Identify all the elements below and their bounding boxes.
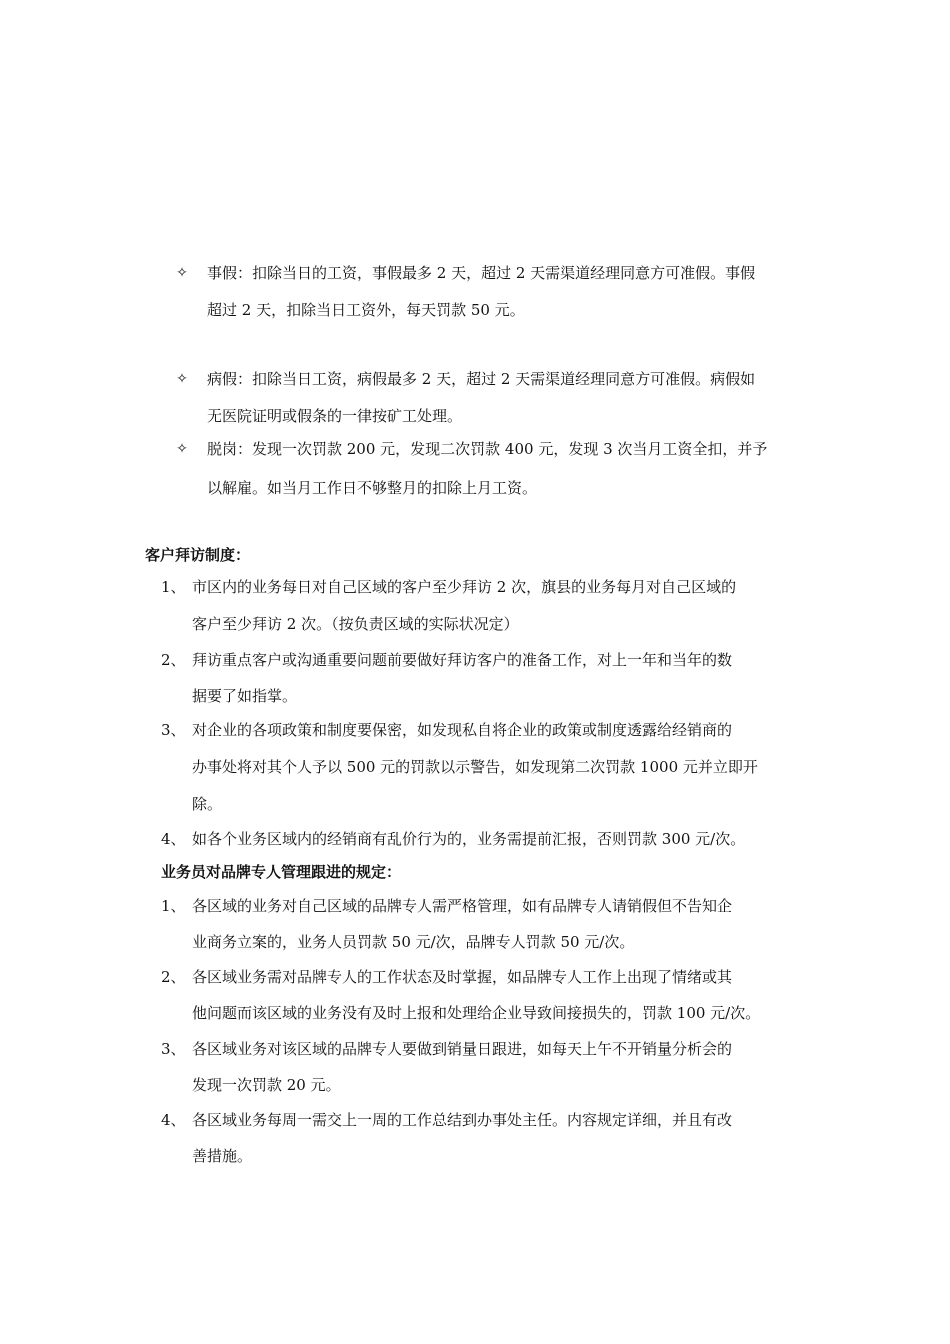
diamond-star-icon: ✧ bbox=[176, 441, 188, 457]
list-item-line: 他问题而该区域的业务没有及时上报和处理给企业导致间接损失的，罚款 100 元/次。 bbox=[192, 1004, 761, 1022]
brand-section-heading: 业务员对品牌专人管理跟进的规定： bbox=[161, 863, 402, 881]
list-item-line: 各区域业务每周一需交上一周的工作总结到办事处主任。内容规定详细，并且有改 bbox=[192, 1111, 733, 1129]
list-item-number: 4、 bbox=[161, 1111, 186, 1129]
list-item-line: 除。 bbox=[192, 795, 223, 813]
leave-rule-line: 事假：扣除当日的工资，事假最多 2 天，超过 2 天需渠道经理同意方可准假。事假 bbox=[207, 264, 756, 282]
leave-rule-line: 无医院证明或假条的一律按矿工处理。 bbox=[207, 407, 463, 425]
leave-rule-line: 超过 2 天，扣除当日工资外，每天罚款 50 元。 bbox=[207, 301, 525, 319]
list-item-line: 办事处将对其个人予以 500 元的罚款以示警告，如发现第二次罚款 1000 元并立即开 bbox=[192, 758, 758, 776]
list-item-number: 2、 bbox=[161, 968, 186, 986]
diamond-star-icon: ✧ bbox=[176, 371, 188, 387]
list-item-line: 拜访重点客户或沟通重要问题前要做好拜访客户的准备工作，对上一年和当年的数 bbox=[192, 651, 733, 669]
list-item-line: 发现一次罚款 20 元。 bbox=[192, 1076, 341, 1094]
list-item-line: 各区域业务需对品牌专人的工作状态及时掌握，如品牌专人工作上出现了情绪或其 bbox=[192, 968, 733, 986]
list-item-line: 市区内的业务每日对自己区域的客户至少拜访 2 次，旗县的业务每月对自己区域的 bbox=[192, 578, 737, 596]
list-item-number: 1、 bbox=[161, 897, 186, 915]
list-item-line: 各区域的业务对自己区域的品牌专人需严格管理，如有品牌专人请销假但不告知企 bbox=[192, 897, 733, 915]
list-item-line: 各区域业务对该区域的品牌专人要做到销量日跟进，如每天上午不开销量分析会的 bbox=[192, 1040, 733, 1058]
list-item-line: 对企业的各项政策和制度要保密，如发现私自将企业的政策或制度透露给经销商的 bbox=[192, 721, 733, 739]
list-item-number: 1、 bbox=[161, 578, 186, 596]
leave-rule-line: 以解雇。如当月工作日不够整月的扣除上月工资。 bbox=[207, 479, 538, 497]
visit-section-heading: 客户拜访制度： bbox=[145, 546, 251, 564]
list-item-number: 3、 bbox=[161, 1040, 186, 1058]
leave-rule-line: 病假：扣除当日工资，病假最多 2 天，超过 2 天需渠道经理同意方可准假。病假如 bbox=[207, 370, 756, 388]
list-item-line: 业商务立案的，业务人员罚款 50 元/次，品牌专人罚款 50 元/次。 bbox=[192, 933, 635, 951]
list-item-line: 客户至少拜访 2 次。（按负责区域的实际状况定） bbox=[192, 615, 519, 633]
leave-rule-line: 脱岗：发现一次罚款 200 元，发现二次罚款 400 元，发现 3 次当月工资全扣，并予 bbox=[207, 440, 768, 458]
diamond-star-icon: ✧ bbox=[176, 265, 188, 281]
list-item-line: 据要了如指掌。 bbox=[192, 687, 298, 705]
list-item-number: 3、 bbox=[161, 721, 186, 739]
list-item-number: 2、 bbox=[161, 651, 186, 669]
list-item-number: 4、 bbox=[161, 830, 186, 848]
list-item-line: 善措施。 bbox=[192, 1147, 253, 1165]
list-item-line: 如各个业务区域内的经销商有乱价行为的，业务需提前汇报，否则罚款 300 元/次。 bbox=[192, 830, 746, 848]
